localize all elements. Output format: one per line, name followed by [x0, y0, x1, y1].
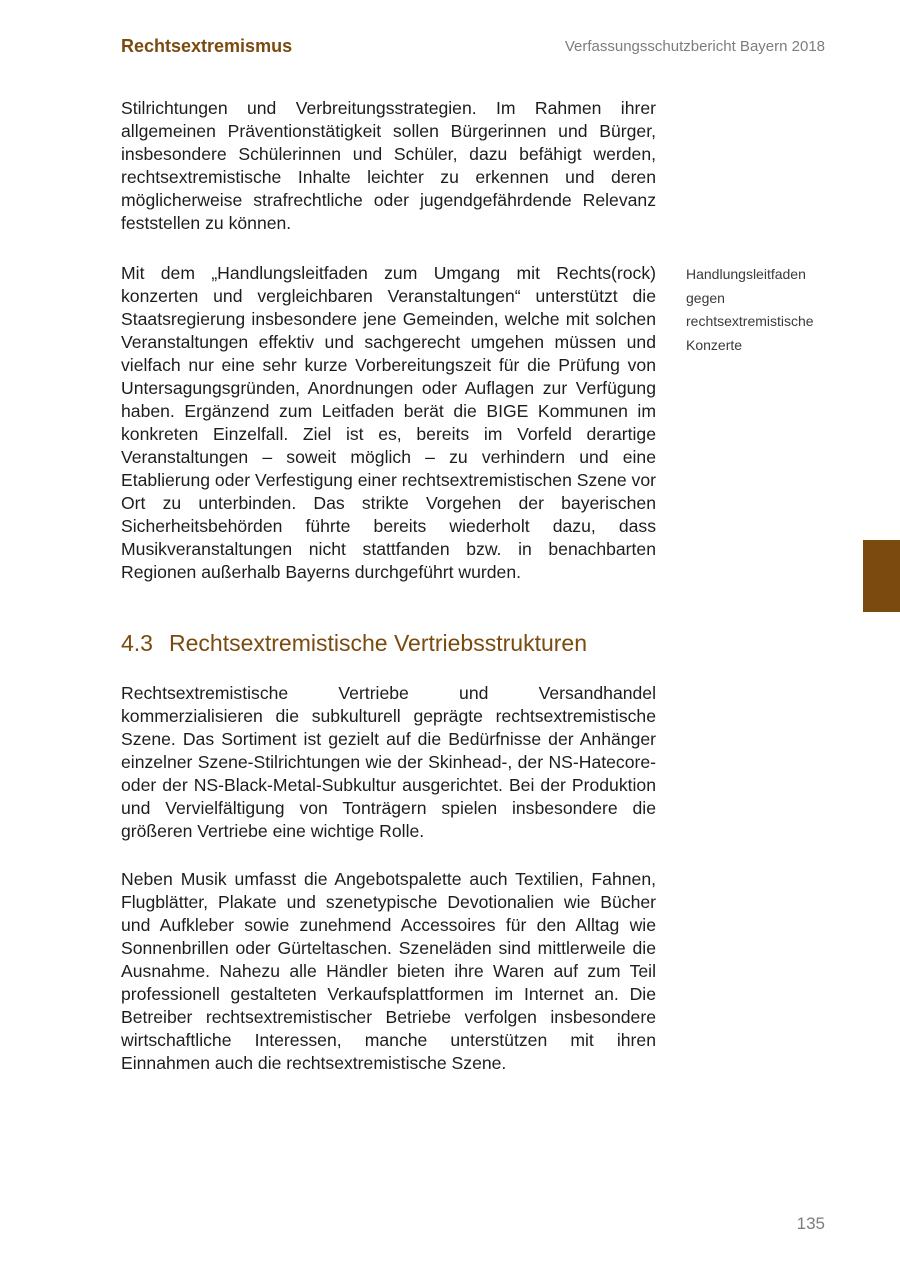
- section-number: 4.3: [121, 630, 153, 656]
- margin-note: Handlungsleitfaden gegen rechtsextremistische Konzerte: [686, 266, 814, 353]
- paragraph-1: Stilrichtungen und Verbreitungsstrategien. Im Rahmen ihrer allgemeinen Präventionstätigkeit sollen Bürgerinnen und Bürger, insbesondere Schülerinnen und Schüler, dazu befähigt werden, rechtsextremistische Inhalte leichter zu erkennen und deren möglicherweise strafrechtliche oder jugendgefährdende Relevanz feststellen zu können.: [121, 98, 656, 233]
- paragraph-3: Rechtsextremistische Vertriebe und Versandhandel kommerzialisieren die subkulturell geprägte rechtsextremistische Szene. Das Sortiment ist gezielt auf die Bedürfnisse der Anhänger einzelner Szene-Stilrichtungen wie der Skinhead-, der NS-Hatecore- oder der NS-Black-Metal-Subkultur ausgerichtet. Bei der Produktion und Vervielfältigung von Tonträgern spielen insbesondere die größeren Vertriebe eine wichtige Rolle.: [121, 683, 656, 841]
- section-heading: [121, 630, 587, 657]
- running-header-section: Rechtsextremismus: [121, 36, 293, 56]
- chapter-tab-marker: [863, 540, 900, 612]
- paragraph-2: Mit dem „Handlungsleitfaden zum Umgang mit Rechts(rock) konzerten und vergleichbaren Veranstaltungen“ unterstützt die Staatsregierung insbesondere jene Gemeinden, welche mit solchen Veranstaltungen effektiv und sachgerecht umgehen müssen und vielfach nur eine sehr kurze Vorbereitungszeit für die Prüfung von Untersagungsgründen, Anordnungen oder Auflagen zur Verfügung haben. Ergänzend zum Leitfaden berät die BIGE Kommunen im konkreten Einzelfall. Ziel ist es, bereits im Vorfeld derartige Veranstaltungen – soweit möglich – zu verhindern und eine Etablierung oder Verfestigung einer rechtsextremistischen Szene vor Ort zu unterbinden. Das strikte Vorgehen der bayerischen Sicherheitsbehörden führte bereits wiederholt dazu, dass Musikveranstaltungen nicht stattfanden bzw. in benachbarten Regionen außerhalb Bayerns durchgeführt wurden.: [121, 263, 656, 582]
- paragraph-4: Neben Musik umfasst die Angebotspalette auch Textilien, Fahnen, Flugblätter, Plakate und szenetypische Devotionalien wie Bücher und Aufkleber sowie zunehmend Accessoires für den Alltag wie Sonnenbrillen oder Gürteltaschen. Szeneläden sind mittlerweile die Ausnahme. Nahezu alle Händler bieten ihre Waren auf zum Teil professionell gestalteten Verkaufsplattformen im Internet an. Die Betreiber rechtsextremistischer Betriebe verfolgen insbesondere wirtschaftliche Interessen, manche unterstützen mit ihren Einnahmen auch die rechtsextremistische Szene.: [121, 869, 656, 1073]
- page-number: 135: [796, 1214, 825, 1233]
- running-header-publication: Verfassungsschutzbericht Bayern 2018: [564, 38, 825, 55]
- section-title: Rechtsextremistische Vertriebsstrukturen: [169, 630, 587, 656]
